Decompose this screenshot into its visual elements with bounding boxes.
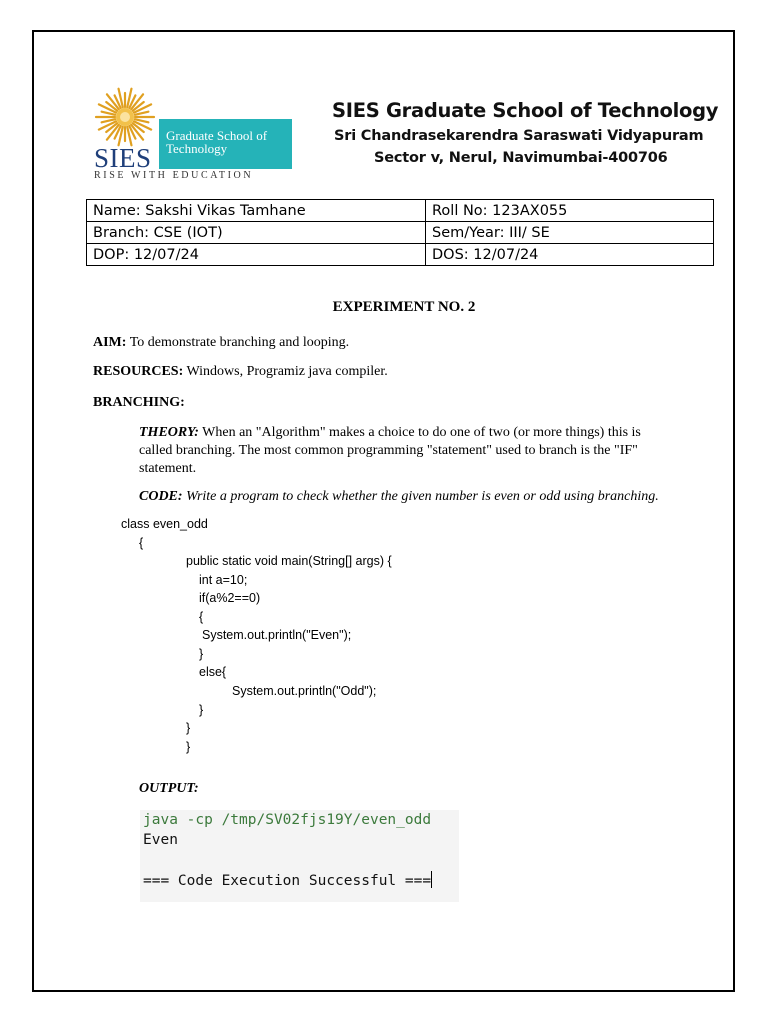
code-label: CODE: xyxy=(139,489,183,504)
table-row xyxy=(87,200,714,222)
student-info-table xyxy=(86,199,714,266)
terminal-command: java -cp /tmp/SV02fjs19Y/even_odd xyxy=(143,812,432,828)
aim-text: To demonstrate branching and looping. xyxy=(129,335,350,350)
name-cell: Name: Sakshi Vikas Tamhane xyxy=(87,200,426,222)
address-line-1: Sri Chandrasekarendra Saraswati Vidyapuram xyxy=(334,128,704,144)
logo-tagline: RISE WITH EDUCATION xyxy=(94,170,254,181)
code-line: System.out.println("Odd"); xyxy=(232,684,377,698)
code-line: } xyxy=(199,647,204,661)
code-line: if(a%2==0) xyxy=(199,591,261,605)
resources-paragraph xyxy=(93,363,388,381)
theory-label: THEORY: xyxy=(139,425,199,440)
experiment-title: EXPERIMENT NO. 2 xyxy=(332,299,476,315)
branch-cell: Branch: CSE (IOT) xyxy=(87,222,426,244)
logo-box xyxy=(159,119,292,169)
institute-name: SIES Graduate School of Technology xyxy=(332,99,719,122)
dos-cell: DOS: 12/07/24 xyxy=(426,244,714,266)
branching-heading: BRANCHING: xyxy=(93,395,185,410)
code-line: } xyxy=(186,721,191,735)
code-line: } xyxy=(186,740,191,754)
sem-year-cell: Sem/Year: III/ SE xyxy=(426,222,714,244)
logo-box-line1: Graduate School of xyxy=(166,128,268,143)
sun-icon xyxy=(94,86,156,148)
terminal-output-text: Even xyxy=(143,832,178,848)
theory-text: When an "Algorithm" makes a choice to do one of two (or more things) this is called branching. The most common programming "statement" used to branch is the "IF" statement. xyxy=(139,425,641,476)
code-line: class even_odd xyxy=(121,517,208,531)
terminal-output xyxy=(140,810,459,902)
code-line: } xyxy=(199,703,204,717)
terminal-status: === Code Execution Successful === xyxy=(143,873,432,889)
address-line-2: Sector v, Nerul, Navimumbai-400706 xyxy=(374,150,668,166)
terminal-status-line xyxy=(143,871,432,889)
code-line: int a=10; xyxy=(199,573,248,587)
resources-text: Windows, Programiz java compiler. xyxy=(186,364,388,379)
resources-label: RESOURCES: xyxy=(93,364,184,379)
table-row xyxy=(87,222,714,244)
output-label: OUTPUT: xyxy=(139,781,199,796)
logo-sies-text: SIES xyxy=(94,143,152,173)
roll-no-cell: Roll No: 123AX055 xyxy=(426,200,714,222)
text-cursor-icon xyxy=(431,871,432,888)
table-row xyxy=(87,244,714,266)
code-description xyxy=(139,488,699,506)
code-line: { xyxy=(139,536,144,550)
code-line: System.out.println("Even"); xyxy=(202,628,352,642)
code-line: else{ xyxy=(199,665,227,679)
logo-box-line2: Technology xyxy=(166,141,228,156)
aim-paragraph xyxy=(93,334,349,352)
code-text: Write a program to check whether the given number is even or odd using branching. xyxy=(186,489,659,504)
code-line: { xyxy=(199,610,204,624)
sies-logo xyxy=(92,86,296,182)
theory-paragraph xyxy=(139,424,659,478)
dop-cell: DOP: 12/07/24 xyxy=(87,244,426,266)
code-line: public static void main(String[] args) { xyxy=(186,554,392,568)
aim-label: AIM: xyxy=(93,335,127,350)
